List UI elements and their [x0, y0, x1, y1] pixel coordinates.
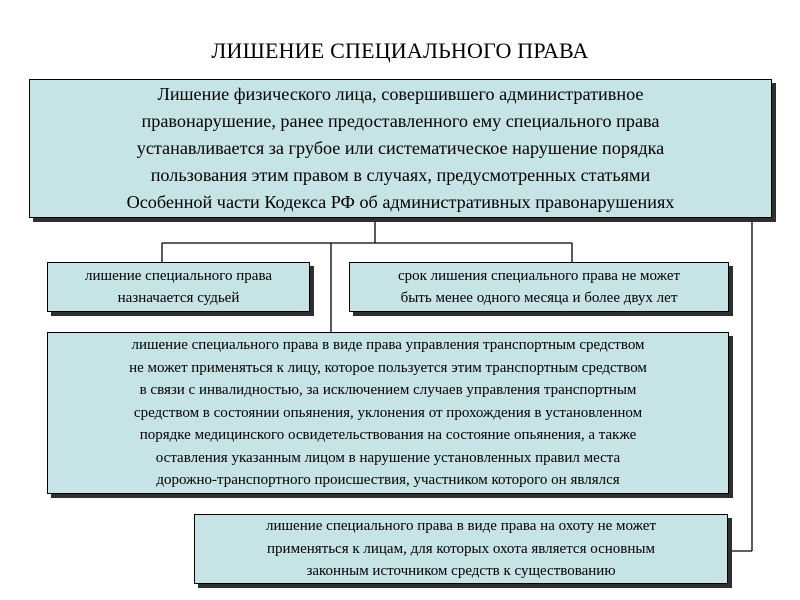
transport-line: лишение специального права в виде права управления транспортным средством: [131, 337, 645, 354]
transport-line: в связи с инвалидностью, за исключением случаев управления транспортным: [139, 382, 637, 399]
hunt-line: лишение специального права в виде права на охоту не может: [265, 518, 657, 535]
hunt-line: законным источником средств к существованию: [306, 563, 616, 580]
main-line: правонарушение, ранее предоставленного ему специального права: [141, 111, 660, 131]
transport-line: порядке медицинского освидетельствования на состояние опьянения, а также: [139, 427, 637, 444]
hunt-box: [194, 514, 728, 584]
transport-line: оставления указанным лицом в нарушение установленных правил места: [155, 449, 621, 466]
hunt-line: применяться к лицам, для которых охота является основным: [267, 540, 655, 557]
main-line: пользования этим правом в случаях, предусмотренных статьями: [150, 165, 651, 185]
term-line: быть менее одного месяца и более двух лет: [400, 290, 678, 306]
term-box: [349, 262, 729, 312]
transport-box: [47, 332, 729, 494]
judge-line: лишение специального права: [85, 268, 272, 284]
transport-line: средством в состоянии опьянения, уклонения от прохождения в установленном: [133, 404, 643, 421]
main-line: Особенной части Кодекса РФ об административных правонарушениях: [126, 192, 675, 212]
main-line: устанавливается за грубое или систематическое нарушение порядка: [136, 138, 665, 158]
judge-line: назначается судьей: [117, 290, 240, 306]
term-line: срок лишения специального права не может: [397, 268, 681, 284]
transport-line: дорожно-транспортного происшествия, участником которого он являлся: [156, 472, 620, 489]
page-title: ЛИШЕНИЕ СПЕЦИАЛЬНОГО ПРАВА: [211, 38, 589, 63]
main-line: Лишение физического лица, совершившего административное: [157, 84, 644, 104]
judge-box: [47, 262, 310, 312]
main-definition-box: [29, 79, 772, 218]
transport-line: не может применяться к лицу, которое пользуется этим транспортным средством: [129, 359, 647, 376]
